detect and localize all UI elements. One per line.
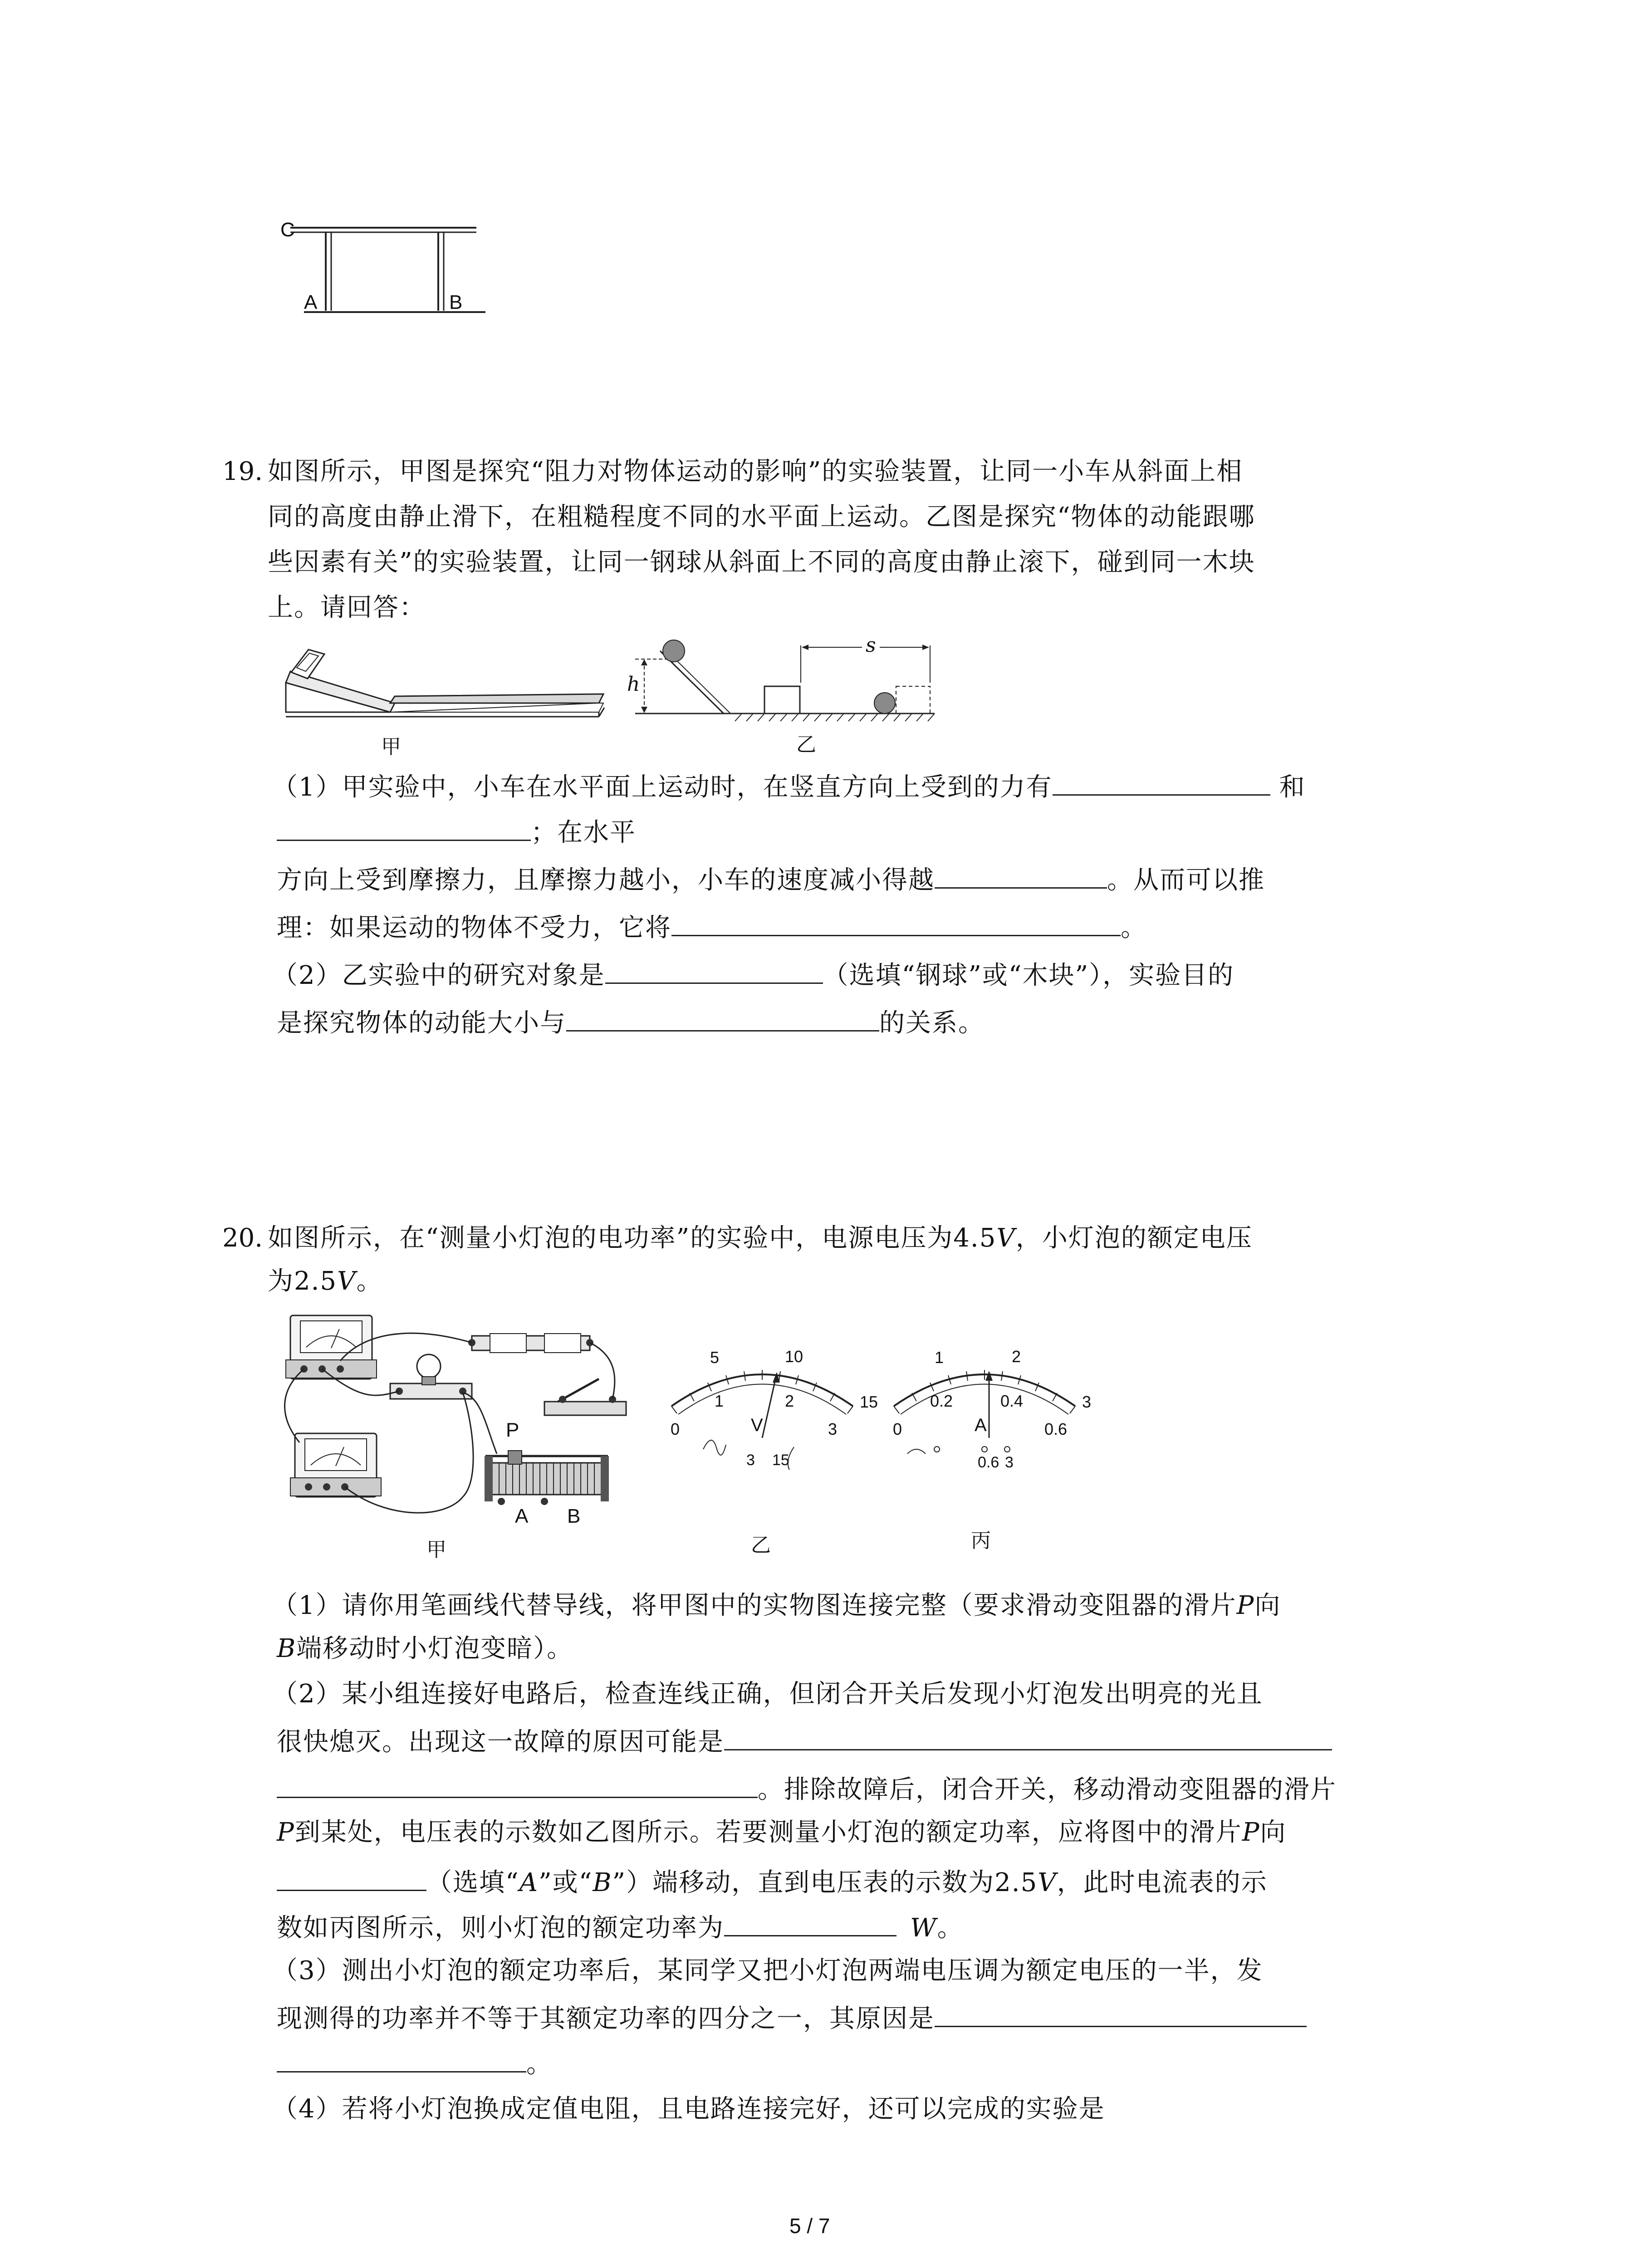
amp-bottom-0-2: 0.2 <box>930 1392 953 1410</box>
q19-label-yi: 乙 <box>796 733 816 756</box>
label-c: C <box>280 219 295 241</box>
top-frame-figure <box>272 213 490 322</box>
q20-blank-1[interactable] <box>724 1724 1332 1750</box>
q19-label-h: h <box>627 673 640 696</box>
q20-label-yi: 乙 <box>751 1534 771 1557</box>
volt-top-10: 10 <box>785 1347 803 1366</box>
q20-stem-unit-1: V <box>996 1223 1016 1253</box>
q20-p2-line-3 <box>277 1771 1337 1806</box>
q20-blank-6[interactable] <box>277 2046 526 2072</box>
q19-stem-line-1: 如图所示，甲图是探究“阻力对物体运动的影响”的实验装置，让同一小车从斜面上相 <box>268 457 1243 486</box>
q20-p3-text-b: 现测得的功率并不等于其额定功率的四分之一，其原因是 <box>277 2004 935 2033</box>
q20-p1-text-b: 端移动时小灯泡变暗）。 <box>296 1634 573 1663</box>
q19-p2-text-c: 是探究物体的动能大小与 <box>277 1008 566 1038</box>
q20-p3-text-a: （3）测出小灯泡的额定功率后，某同学又把小灯泡两端电压调为额定电压的一半，发 <box>272 1956 1263 1985</box>
q19-p2-line-2 <box>277 1005 985 1039</box>
label-a: A <box>304 291 318 313</box>
amp-term-3: 3 <box>1005 1454 1014 1471</box>
q20-p2-option-a: A <box>519 1868 539 1897</box>
q20-p2-line-2 <box>277 1724 1332 1758</box>
volt-term-3: 3 <box>746 1452 755 1469</box>
q19-blank-6[interactable] <box>566 1005 879 1031</box>
q20-p2-option-b: B <box>593 1868 612 1897</box>
q20-p4-line-1 <box>272 2093 1105 2125</box>
q20-p2-text-e: （选填“ <box>426 1868 519 1897</box>
q20-p2-line-1 <box>272 1678 1263 1710</box>
q19-blank-3[interactable] <box>935 862 1107 889</box>
q20-label-a-terminal: A <box>515 1505 529 1527</box>
q20-blank-3[interactable] <box>277 1864 426 1891</box>
q19-p1-line-3 <box>277 862 1265 896</box>
q19-p1-line-4 <box>277 909 1147 944</box>
q20-p1-var-p: P <box>1236 1591 1255 1620</box>
amp-top-2: 2 <box>1012 1347 1021 1366</box>
q20-p2-text-d: 到某处，电压表的示数如乙图所示。若要测量小灯泡的额定功率，应将图中的滑片 <box>294 1818 1242 1847</box>
amp-bottom-0-4: 0.4 <box>1000 1392 1024 1410</box>
q20-p2-var-p2: P <box>1242 1818 1260 1847</box>
q20-p2-unit-v: V <box>1038 1868 1057 1897</box>
q20-p3-line-1 <box>272 1955 1263 1987</box>
q19-figure-yi <box>617 633 944 760</box>
volt-bottom-3: 3 <box>828 1420 838 1438</box>
q19-p1-line-1 <box>272 769 1306 803</box>
q19-p1-text-a: （1）甲实验中，小车在水平面上运动时，在竖直方向上受到的力有 <box>272 772 1053 802</box>
q20-p1-text-a: （1）请你用笔画线代替导线，将甲图中的实物图连接完整（要求滑动变阻器的滑片 <box>272 1591 1237 1620</box>
q19-p2-text-d: 的关系。 <box>879 1008 985 1038</box>
q19-stem-line-2: 同的高度由静止滑下，在粗糙程度不同的水平面上运动。乙图是探究“物体的动能跟哪 <box>268 502 1255 532</box>
label-b: B <box>449 291 463 313</box>
amp-term-0-6: 0.6 <box>978 1454 999 1471</box>
q19-label-jia: 甲 <box>381 735 401 758</box>
volt-bottom-0: 0 <box>671 1420 680 1438</box>
q19-figure-jia <box>281 640 608 758</box>
volt-bottom-2: 2 <box>785 1392 794 1410</box>
q19-p2-text-b: （选填“钢球”或“木块”），实验目的 <box>823 961 1234 990</box>
q20-stem-d: 。 <box>356 1266 383 1296</box>
q19-p1-text-b: 和 <box>1279 772 1306 802</box>
q20-blank-2[interactable] <box>277 1771 758 1798</box>
q20-figure-yi <box>653 1334 880 1560</box>
q20-p2-text-e-tail: ，此时电流表的示 <box>1057 1868 1268 1897</box>
q20-p2-text-c: 。排除故障后，闭合开关，移动滑动变阻器的滑片 <box>758 1775 1337 1804</box>
volt-bottom-1: 1 <box>715 1392 724 1410</box>
q19-p2-text-a: （2）乙实验中的研究对象是 <box>272 961 605 990</box>
q20-label-bing: 丙 <box>971 1529 991 1552</box>
page-number: 5 / 7 <box>789 2214 830 2238</box>
volt-unit: V <box>751 1415 763 1435</box>
q20-p2-unit-w: W <box>910 1913 937 1943</box>
q20-p1-var-b: B <box>277 1634 297 1663</box>
q20-p3-line-3 <box>277 2046 553 2080</box>
q20-p2-text-e-end: ”）端移动，直到电压表的示数为2.5 <box>612 1868 1038 1897</box>
q20-p2-text-e-mid: ”或“ <box>539 1868 593 1897</box>
q20-label-p: P <box>506 1419 519 1441</box>
q19-blank-4[interactable] <box>671 909 1121 936</box>
q20-stem-c: 为2.5 <box>268 1266 338 1296</box>
q19-p1-text-e: 。从而可以推 <box>1107 865 1265 895</box>
q20-p2-line-6 <box>277 1910 964 1944</box>
volt-end-15: 15 <box>860 1393 878 1411</box>
q19-stem-line-3: 些因素有关”的实验装置，让同一钢球从斜面上不同的高度由静止滚下，碰到同一木块 <box>268 547 1255 577</box>
q20-label-b-terminal: B <box>567 1505 581 1527</box>
q20-p1-text-a-end: 向 <box>1254 1591 1281 1620</box>
amp-right-0-6: 0.6 <box>1044 1420 1068 1438</box>
q19-p1-text-c: ；在水平 <box>531 818 636 847</box>
q20-stem-line-1 <box>268 1222 1253 1254</box>
q20-stem-unit-2: V <box>337 1266 357 1296</box>
q19-blank-1[interactable] <box>1053 769 1270 796</box>
q20-stem-line-2 <box>268 1266 383 1297</box>
q20-p1-line-1 <box>272 1590 1281 1622</box>
q19-number: 19. <box>222 457 263 486</box>
q20-p1-line-2 <box>277 1633 573 1665</box>
q20-p2-var-p: P <box>277 1818 295 1847</box>
q20-blank-5[interactable] <box>935 2000 1307 2027</box>
q20-p2-line-5 <box>277 1864 1268 1899</box>
q19-p1-line-2 <box>277 814 636 849</box>
q19-label-s: s <box>862 634 880 657</box>
q19-p1-text-f: 理：如果运动的物体不受力，它将 <box>277 913 671 943</box>
q20-stem-a: 如图所示，在“测量小灯泡的电功率”的实验中，电源电压为4.5 <box>268 1223 997 1253</box>
q20-p2-line-4 <box>277 1817 1286 1848</box>
q20-p2-text-f-end: 。 <box>937 1913 964 1943</box>
q20-stem-b: ，小灯泡的额定电压 <box>1015 1223 1253 1253</box>
q19-stem-line-4: 上。请回答： <box>268 593 426 622</box>
q19-blank-2[interactable] <box>277 814 531 841</box>
q20-number: 20. <box>222 1223 263 1253</box>
q20-p4-text-a: （4）若将小灯泡换成定值电阻，且电路连接完好，还可以完成的实验是 <box>272 2094 1105 2124</box>
amp-top-1: 1 <box>935 1348 944 1367</box>
volt-top-5: 5 <box>710 1348 720 1367</box>
volt-term-15: 15 <box>772 1452 789 1469</box>
q20-p2-text-f: 数如丙图所示，则小灯泡的额定功率为 <box>277 1913 724 1943</box>
q20-p3-line-2 <box>277 2000 1307 2035</box>
q20-blank-4[interactable] <box>724 1910 896 1936</box>
q20-p2-text-b: 很快熄灭。出现这一故障的原因可能是 <box>277 1727 724 1757</box>
amp-bottom-0: 0 <box>893 1420 902 1438</box>
q20-label-jia: 甲 <box>426 1538 446 1561</box>
q19-p2-line-1 <box>272 957 1234 992</box>
q20-p2-text-a: （2）某小组连接好电路后，检查连线正确，但闭合开关后发现小灯泡发出明亮的光且 <box>272 1679 1263 1709</box>
q20-figure-jia <box>272 1306 644 1560</box>
q20-p2-text-d-end: 向 <box>1260 1818 1287 1847</box>
q20-p3-text-c: 。 <box>526 2049 553 2079</box>
q19-blank-5[interactable] <box>605 957 823 984</box>
amp-unit: A <box>975 1415 987 1435</box>
q19-p1-text-g: 。 <box>1121 913 1147 943</box>
q20-figure-bing <box>876 1334 1102 1560</box>
amp-right-3: 3 <box>1082 1393 1092 1411</box>
q19-p1-text-d: 方向上受到摩擦力，且摩擦力越小，小车的速度减小得越 <box>277 865 935 895</box>
